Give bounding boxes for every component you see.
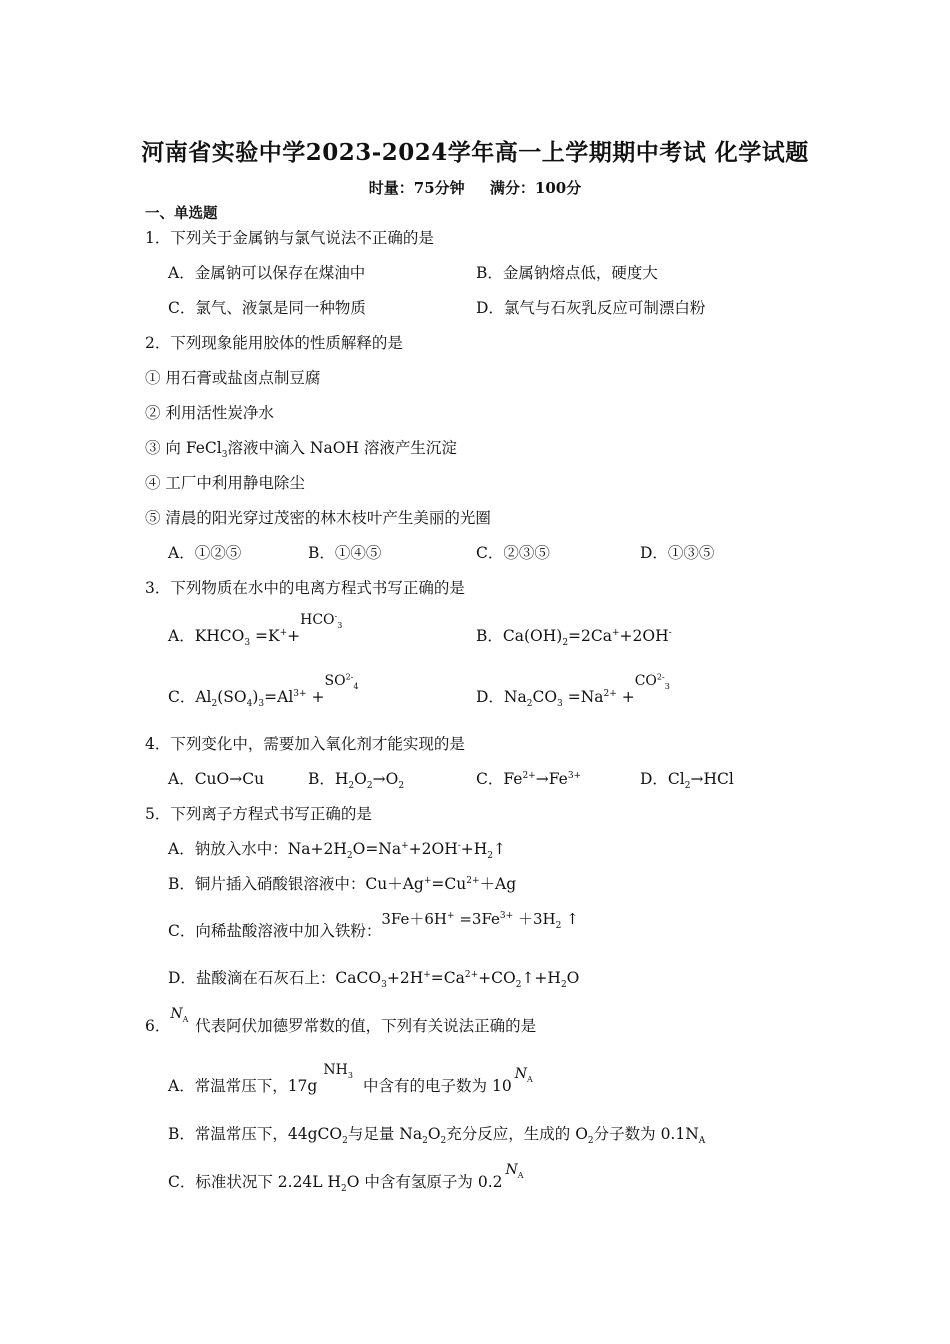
q6-option-b: B．常温常压下，44gCO$_2$与足量 $Na_2O_2$充分反应，生成的 $O_2$分子数为 $0.1N_A$ (168, 1125, 706, 1147)
q6-stem: 6． $N_A$ 代表阿伏加德罗常数的值，下列有关说法正确的是 (145, 1006, 537, 1035)
q2-option-b: B．①④⑤ (308, 544, 382, 562)
q1-option-c: C．氯气、液氯是同一种物质 (168, 299, 366, 317)
time-label: 时量：75分钟 (368, 179, 465, 197)
ammonia-formula: $NH_3$ (323, 1062, 353, 1080)
iron-hcl-equation: $3Fe+6H^+ =3Fe^{3+} +3H_2$ ↑ (381, 910, 579, 931)
q2-item-3: ③ 向 FeCl$_3$溶液中滴入 NaOH 溶液产生沉淀 (145, 439, 457, 461)
q5-option-b: B．铜片插入硝酸银溶液中：$Cu+Ag^+=Cu^{2+}+Ag$ (168, 875, 517, 893)
score-label: 满分：100分 (489, 179, 582, 197)
avogadro-symbol: $N_A$ (170, 1006, 189, 1024)
q4-option-c: C．$Fe^{2+}\to Fe^{3+}$ (476, 770, 582, 788)
q4-option-d: D．$Cl_2\to HCl$ (640, 770, 734, 792)
q6-option-a: A．常温常压下，17g $NH_3$ 中含有的电子数为 10 $N_A$ (168, 1076, 536, 1096)
q3-stem: 3．下列物质在水中的电离方程式书写正确的是 (145, 579, 465, 597)
q4-stem: 4．下列变化中，需要加入氧化剂才能实现的是 (145, 735, 465, 753)
q2-item-2: ② 利用活性炭净水 (145, 404, 274, 422)
q2-option-a: A．①②⑤ (168, 544, 242, 562)
q1-option-a: A．金属钠可以保存在煤油中 (168, 264, 366, 282)
avogadro-symbol: $N_A$ (514, 1066, 533, 1084)
exam-info (0, 177, 950, 198)
q6-option-c: C．标准状况下 2.24L $H_2O$ 中含有氢原子为 0.2 $N_A$ (168, 1172, 527, 1192)
q1-stem: 1．下列关于金属钠与氯气说法不正确的是 (145, 229, 434, 247)
q5-stem: 5．下列离子方程式书写正确的是 (145, 805, 372, 823)
sulfate-ion: $SO^{2-}_4$ (324, 672, 359, 691)
q3-option-d: D．$Na_2CO_3 =Na^{2+}$ + $CO^{2-}_3$ (476, 672, 670, 710)
q5-option-c: C．向稀盐酸溶液中加入铁粉：$3Fe+6H^+ =3Fe^{3+} +3H_2$ ↑ (168, 910, 579, 940)
q2-option-c: C．②③⑤ (476, 544, 550, 562)
q1-option-d: D．氯气与石灰乳反应可制漂白粉 (476, 299, 706, 317)
q5-option-d: D．盐酸滴在石灰石上：$CaCO_3+2H^+=Ca^{2+}+CO_2↑+H_2O$ (168, 969, 580, 991)
bicarbonate-ion: $HCO^-_3$ (300, 611, 343, 630)
q3-option-b: B．$Ca(OH)_2=2Ca^++2OH^-$ (476, 627, 672, 649)
q2-item-5: ⑤ 清晨的阳光穿过茂密的林木枝叶产生美丽的光圈 (145, 509, 491, 527)
q1-option-b: B．金属钠熔点低，硬度大 (476, 264, 658, 282)
q5-option-a: A．钠放入水中：$Na+2H_2O=Na^++2OH^-+H_2↑$ (168, 840, 507, 862)
q4-option-b: B．$H_2O_2\to O_2$ (308, 770, 405, 792)
q2-item-1: ① 用石膏或盐卤点制豆腐 (145, 369, 321, 387)
q3-option-a: A．$KHCO_3 =K^++$ $HCO^-_3$ (168, 626, 348, 646)
q2-item-4: ④ 工厂中利用静电除尘 (145, 474, 305, 492)
page-title: 河南省实验中学2023-2024学年高一上学期期中考试 化学试题 (141, 139, 809, 166)
carbonate-ion: $CO^{2-}_3$ (634, 672, 670, 691)
q2-stem: 2．下列现象能用胶体的性质解释的是 (145, 334, 403, 352)
q2-option-d: D．①③⑤ (640, 544, 715, 562)
avogadro-symbol: $N_A$ (505, 1162, 524, 1180)
q4-option-a: A．CuO→Cu (168, 770, 265, 788)
section-heading: 一、单选题 (145, 205, 218, 222)
q3-option-c: C．$Al_2(SO_4)_3=Al^{3+}$ + $SO^{2-}_4$ (168, 672, 359, 710)
